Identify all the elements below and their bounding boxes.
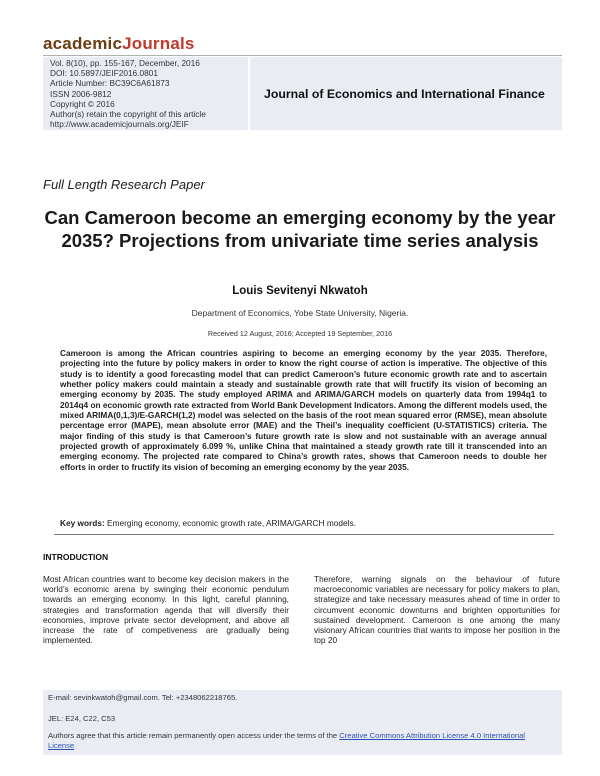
meta-doi: DOI: 10.5897/JEIF2016.0801: [50, 68, 158, 79]
keywords-text: Emerging economy, economic growth rate, ARIMA/GARCH models.: [107, 518, 356, 528]
meta-rights: Author(s) retain the copyright of this article: [50, 109, 206, 120]
keywords-divider: [54, 534, 554, 535]
meta-url-link[interactable]: http://www.academicjournals.org/JEIF: [50, 119, 189, 130]
logo-text-academic: academic: [43, 34, 123, 53]
journal-name: Journal of Economics and International Finance: [264, 87, 545, 101]
header-divider: [43, 55, 562, 56]
license-link[interactable]: Creative Commons Attribution License 4.0 International License: [48, 731, 525, 750]
journal-logo: [43, 34, 195, 54]
keywords-label: Key words:: [60, 518, 105, 528]
jel-codes: JEL: E24, C22, C53: [48, 714, 116, 723]
intro-column-right: Therefore, warning signals on the behaviour of future macroeconomic variables are necessary for policy makers to plan, strategize and take necessary measures ahead of time in order to circumvent economic downturns and brighten opportunities for sustained development. Cameroon is one among the many visionary African countries that wants to impose her position in the top 20: [314, 574, 560, 646]
received-dates: Received 12 August, 2016; Accepted 19 September, 2016: [207, 329, 393, 338]
section-heading-introduction: INTRODUCTION: [43, 552, 109, 562]
meta-issn: ISSN 2006-9812: [50, 88, 112, 99]
license-text: Authors agree that this article remain permanently open access under the terms of the: [48, 731, 340, 740]
license-statement: [48, 731, 553, 751]
corresponding-email: E-mail: sevinkwatoh@gmail.com. Tel: +2348062218765.: [48, 693, 238, 702]
meta-copyright: Copyright © 2016: [50, 98, 115, 109]
article-meta: [50, 58, 206, 129]
paper-title: Can Cameroon become an emerging economy by the year 2035? Projections from univariate time series analysis: [44, 207, 556, 251]
abstract: Cameroon is among the African countries aspiring to become an emerging economy by the year 2035. Therefore, projecting into the future by policy makers in order to know the right course of action is imperative. The objective of this study is to identify a good forecasting model that can predict Cameroon’s future economic growth rate and to ascertain whether policy makers could maintain a steady and sustainable growth rate that will fructify its vision of becoming an emerging economy by 2035. The study employed ARIMA and ARIMA/GARCH models on quarterly data from 1994q1 to 2014q4 on economic growth rate extracted from World Bank Development Indicators. Among the different models used, the mixed ARIMA(0,1,3)/E-GARCH(1,2) model was selected on the basis of the root mean squared error (RMSE), mean absolute percentage error (MAPE), mean absolute error (MAE) and the Theil’s inequality coefficient (U-STATISTICS) criteria. The major finding of this study is that Cameroon’s future growth rate is slow and not sustainable with an average annual projected growth of approximately 6.099 %, unlike China that maintained a steady growth rate till it transcended into an emerging economy. The projected rate compared to China’s growth rates, shows that Cameroon needs to double her efforts in order to fructify its vision of becoming an emerging economy by the year 2035.: [60, 348, 547, 472]
logo-text-journals: Journals: [122, 34, 195, 53]
paper-type: Full Length Research Paper: [43, 177, 205, 192]
meta-article-number: Article Number: BC39C6A61873: [50, 78, 170, 89]
keywords: [60, 518, 547, 528]
meta-volume: Vol. 8(10), pp. 155-167, December, 2016: [50, 58, 200, 68]
author-name: Louis Sevitenyi Nkwatoh: [232, 285, 368, 297]
author-affiliation: Department of Economics, Yobe State University, Nigeria.: [191, 308, 409, 318]
intro-column-left: Most African countries want to become key decision makers in the world’s economic arena by swinging their economic pendulum towards an emerging economy. In this light, careful planning, strategies and transformation agenda that will diversify their economies, improve private sector development, and above all increase the rate of competiveness are gradually being implemented.: [43, 574, 289, 646]
